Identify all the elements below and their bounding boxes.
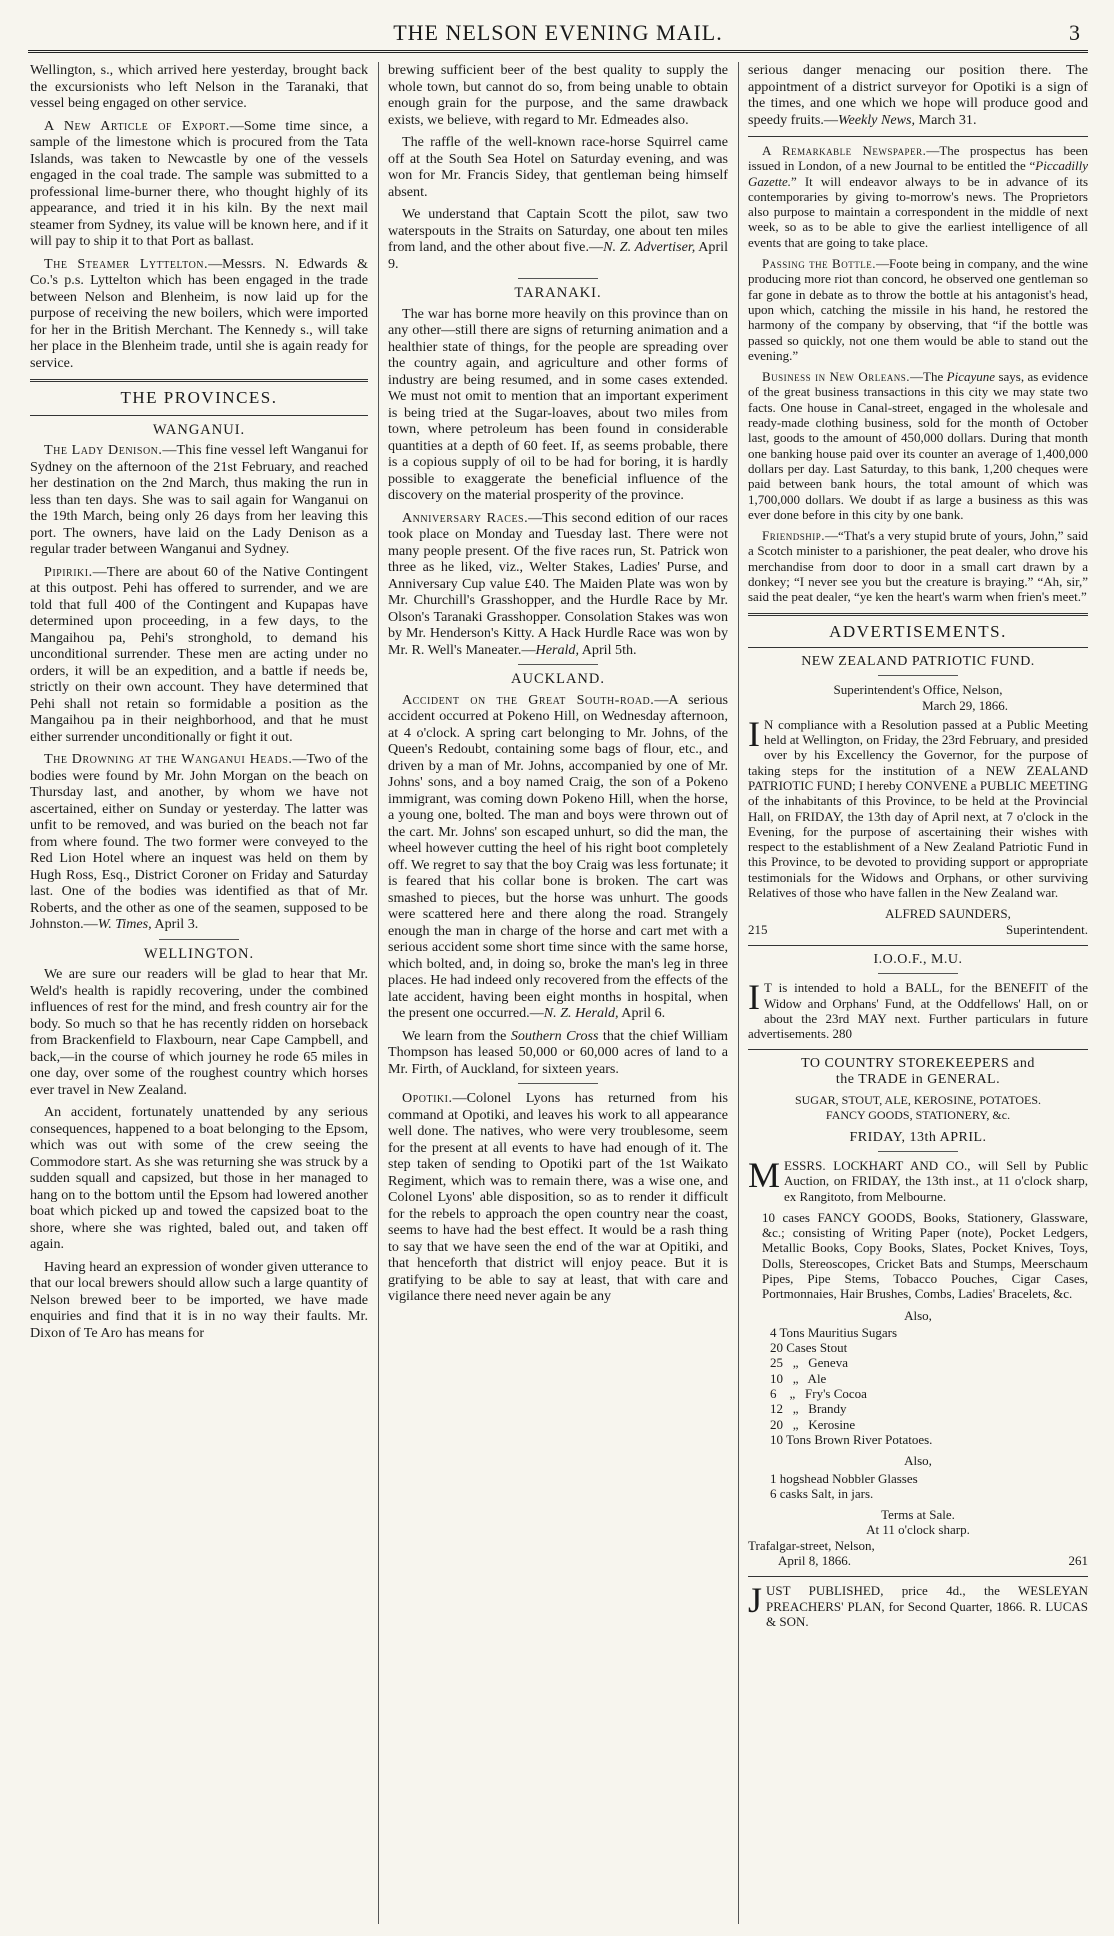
ad-address: Trafalgar-street, Nelson, bbox=[748, 1537, 875, 1553]
subsection-heading: TARANAKI. bbox=[514, 285, 602, 301]
article-text: —The prospectus has been issued in London, of a new Journal to be entitled the “ bbox=[748, 143, 1088, 174]
list-item: 6 „ Fry's Cocoa bbox=[770, 1386, 867, 1402]
article-lead: Business in New Orleans. bbox=[762, 369, 910, 385]
source-date: April 3. bbox=[151, 916, 199, 932]
column-1 bbox=[30, 62, 368, 1924]
drop-cap: I bbox=[748, 977, 760, 1018]
article-paragraph bbox=[748, 256, 1088, 363]
article-paragraph: The war has borne more heavily on this province than on any other—still there are signs of returning animation and a healthier state of things, for the people are spreading over the country again, and agriculture and other forms of industry are being resumed, and in some cases extended. We must not omit to mention that an important experiment is being tried at the Sugar-loaves, about two miles from town, where petroleum has been found in considerable quantities at a depth of 60 feet. If, as seems probable, there is a copious supply of oil to be had for boring, it is hardly possible to exaggerate the beneficial influence of the discovery on the material prosperity of the province. bbox=[388, 305, 728, 503]
article-text: that the chief William Thompson has leased 50,000 or 60,000 acres of land to a Mr. Firth, of Auckland, for sixteen years. bbox=[388, 1027, 728, 1077]
ad-office: Superintendent's Office, Nelson, bbox=[833, 682, 1003, 698]
ad-terms: Terms at Sale. bbox=[881, 1507, 955, 1523]
divider bbox=[878, 973, 958, 974]
article-paragraph bbox=[388, 510, 728, 659]
ad-goods: 10 cases FANCY GOODS, Books, Stationery, Glassware, &c.; consisting of Writing Paper (note), Pocket Ledgers, Metallic Books, Copy Books, Slates, Pocket Knives, Toys, Dolls, Stereoscopes, Cricket Bats and Stumps, Meerschaum Pipes, Pipe Stems, Tobacco Pouches, Cigar Cases, Portmonnaies, Hair Brushes, Combs, Ladies' Bracelets, &c. bbox=[762, 1209, 1088, 1302]
subsection-heading: WELLINGTON. bbox=[143, 945, 255, 962]
article-paragraph: Having heard an expression of wonder given utterance to that our local brewers should allow such a large quantity of Nelson brewed beer to be imported, we have made enquiries and find that it is in no way their faults. Mr. Dixon of Te Aro has means for bbox=[30, 1258, 368, 1341]
ad-body bbox=[748, 1154, 1088, 1204]
list-item: 10 Tons Brown River Potatoes. bbox=[770, 1431, 933, 1447]
article-text: —This fine vessel left Wanganui for Sydney on the afternoon of the 21st February, and reached her destination on the 2nd March, thus making the run in less than ten days. She was to sail again for Wanganui on the 19th March, being only 26 days from her leaving this port. The owners, have laid on the Lady Denison as a regular trader between Wanganui and Sydney. bbox=[30, 442, 368, 557]
column-divider bbox=[738, 62, 739, 1924]
subsection-heading: WANGANUI. bbox=[152, 421, 246, 438]
article-paragraph bbox=[30, 256, 368, 372]
article-text: —Colonel Lyons has returned from his command at Opotiki, and leaves his work to all appearance well done. The natives, who were very troublesome, seem for the present at all events to have had enough of it. The step taken of sending to Opotiki part of the 1st Waikato Regiment, which was to remain there, was a wise one, and Colonel Lyons' able disposition, so as to render it difficult for the rebels to approach the open country near the coast, seems to have had the best effect. It would be a rash thing to say that we have seen the end of the war at Opitiki, and that henceforth that district will enjoy peace. But it is gratifying to be able to say at least, that with care and vigilance there need never again be any bbox=[388, 1090, 728, 1304]
article-text: —“That's a very stupid brute of yours, John,” said a Scotch minister to a parishioner, the peat dealer, who drove his merchandise from door to door in a small cart drawn by a donkey; “I never see you but the creature is braying.” “Ah, sir,” said the peat dealer, “ye ken the heart's warm when frien's meet.” bbox=[748, 528, 1088, 605]
ad-title: I.O.O.F., M.U. bbox=[873, 951, 963, 967]
article-paragraph bbox=[388, 692, 728, 1022]
section-rule bbox=[30, 379, 368, 382]
section-rule bbox=[748, 613, 1088, 616]
article-text: —A serious accident occurred at Pokeno Hill, on Wednesday afternoon, at 4 o'clock. A spring cart belonging to Mr. Johns, of the Queen's Redoubt, containing some bags of flour, etc., and driven by a man of Mr. Johns, accompanied by one of Mr. Johns' sons, and a boy named Craig, the son of a Pokeno immigrant, was coming down Pokeno Hill, when the horse, a young one, bolted. The man and boys were thrown out of the cart. Mr. Johns' son escaped unhurt, so did the man, the wheel however cutting the heel of his right boot completely off. We regret to say that the boy Craig was less fortunate; it is feared that his collar bone is broken. The cart was smashed to pieces, but the horse was unhurt. The goods were scattered here and there along the road. Strangely enough the man in charge of the horse and cart met with a serious accident some short time since with the same horse, which bolted, and, in doing so, broke the man's leg in three places. He had indeed only recovered from the effects of the late accident, having been eight months in hospital, when the present one occurred.— bbox=[388, 691, 728, 1021]
ad-title: the TRADE in GENERAL. bbox=[835, 1071, 1001, 1087]
article-lead: The Lady Denison. bbox=[44, 442, 163, 458]
source-citation: Piccadilly Gazette. bbox=[748, 158, 1088, 189]
article-lead: A Remarkable Newspaper. bbox=[762, 143, 927, 158]
article-paragraph: We are sure our readers will be glad to hear that Mr. Weld's health is rapidly recovering, under the combined influences of rest for the mind, and fresh country air for the body. So much so that he has recently ridden on horseback from Brackenfield to Flaxbourn, near Cape Campbell, and back,—in the course of which journey he rode 65 miles in one day, over some of the roughest country which horses ever travel in New Zealand. bbox=[30, 966, 368, 1098]
source-citation: N. Z. Advertiser, bbox=[603, 239, 696, 255]
article-text: —The bbox=[910, 369, 947, 385]
article-text: —Messrs. N. Edwards & Co.'s p.s. Lyttelton which has been engaged in the trade between Nelson and Blenheim, is now laid up for the purpose of receiving the new boilers, which were imported for her in the British Merchant. The Kennedy s., will take her place in the Blenheim trade, until she is again ready for service. bbox=[30, 255, 368, 371]
masthead bbox=[28, 10, 1088, 53]
source-citation: Picayune bbox=[946, 369, 996, 385]
source-date: April 5th. bbox=[579, 641, 637, 658]
article-lead: Opotiki. bbox=[402, 1090, 453, 1106]
article-text: We understand that Captain Scott the pilot, saw two waterspouts in the Straits on Saturday, one about ten miles from land, and the other about five.— bbox=[388, 206, 728, 255]
article-lead: Passing the Bottle. bbox=[762, 256, 876, 272]
ad-date: March 29, 1866. bbox=[922, 697, 1008, 713]
ad-role: Superintendent. bbox=[1006, 921, 1088, 937]
newspaper-title: THE NELSON EVENING MAIL. bbox=[393, 20, 723, 45]
goods-list bbox=[770, 1471, 1088, 1502]
article-lead: Pipiriki. bbox=[44, 563, 93, 580]
article-text: ” It will endeavor always to be in advance of its contemporaries by giving to-morrow's news. The Proprietors also purpose to maintain a correspondent in the middle of next week, so as to be able to give the earliest intelligence of all events that are going to take place. bbox=[748, 173, 1088, 250]
drop-cap: I bbox=[748, 713, 760, 754]
article-paragraph bbox=[30, 118, 368, 250]
article-text: —This second edition of our races took place on Monday and Tuesday last. There were not many people present. Of the five races run, St. Patrick won three as he liked, viz., Welter Stakes, Ladies' Purse, and Anniversary Cup value £40. The Maiden Plate was won by Mr. Churchill's Grasshopper, and the Hurdle Race by Mr. Olson's Taranaki Grasshopper. Consolation Stakes was won by Mr. Henderson's Kitty. A Hack Hurdle Race was won by Mr. R. Well's Maneater.— bbox=[388, 509, 728, 658]
article-text: serious danger menacing our position there. The appointment of a district surveyor for Opotiki is a sign of the times, and one which we hope will produce good and speedy fruits.— bbox=[748, 62, 1088, 128]
ad-title: NEW ZEALAND PATRIOTIC FUND. bbox=[801, 653, 1035, 669]
source-citation: N. Z. Herald, bbox=[543, 1005, 619, 1021]
article-paragraph bbox=[30, 442, 368, 558]
article-paragraph: An accident, fortunately unattended by any serious consequences, happened to a boat belonging to the Epsom, which was out with some of the crew seeing the Commodore start. As she was returning she was struck by a sudden squall and capsized, but those in her managed to hang on to the bottom until the Epsom had lowered another boat which picked up and towed the capsized boat to the shore, where she was righted, baled out, and taken off again. bbox=[30, 1104, 368, 1252]
ad-text: N compliance with a Resolution passed at a Public Meeting held at Wellington, on Friday, the 23rd February, and presided over by his Excellency the Governor, for the purpose of taking steps for the institution of a NEW ZEALAND PATRIOTIC FUND; I hereby CONVENE a PUBLIC MEETING of the inhabitants of this Province, to be held at the Provincial Hall, on FRIDAY, the 13th day of April next, at 7 o'clock in the Evening, for the purpose of ascertaining their wishes with respect to the establishment of a New Zealand Patriotic Fund in this Province, to be devoted to providing support or appropriate testimonials for the Widows and Orphans, or other surviving Relatives of those who have fallen in the New Zealand war. bbox=[748, 716, 1088, 901]
divider bbox=[878, 675, 958, 676]
divider bbox=[159, 939, 239, 940]
ad-footer bbox=[748, 1553, 1088, 1568]
ad-also: Also, bbox=[904, 1453, 932, 1469]
ad-number: 215 bbox=[748, 921, 768, 937]
article-paragraph: brewing sufficient beer of the best quality to supply the whole town, but cannot do so, from being unable to obtain enough grain for the purpose, and the same drawback exists, we believe, with regard to Mr. Edmeades also. bbox=[388, 62, 728, 128]
advertisement-ioof-ball bbox=[748, 952, 1088, 1041]
ad-also: Also, bbox=[904, 1307, 932, 1323]
article-paragraph bbox=[388, 1090, 728, 1305]
divider bbox=[518, 278, 598, 279]
page-number: 3 bbox=[1069, 20, 1080, 45]
section-heading: THE PROVINCES. bbox=[120, 388, 278, 407]
ad-text: ESSRS. LOCKHART AND CO., will Sell by Public Auction, on FRIDAY, the 13th inst., at 11 o'clock sharp, ex Rangitoto, from Melbourne. bbox=[784, 1157, 1088, 1204]
section-rule bbox=[748, 1049, 1088, 1050]
article-paragraph bbox=[748, 369, 1088, 522]
advertisement-wesleyan-plan bbox=[748, 1580, 1088, 1629]
column-divider bbox=[378, 62, 379, 1924]
ad-body bbox=[748, 713, 1088, 901]
ad-date: April 8, 1866. bbox=[778, 1553, 851, 1569]
list-item: 4 Tons Mauritius Sugars bbox=[770, 1324, 898, 1340]
article-text: says, as evidence of the great business transactions in this city we may state two facts. One house in Canal-street, engaged in the wholesale and ready-made clothing business, sold for the month of October last, goods to the amount of 450,000 dollars. During that month one banking house paid over its counter an average of 1,400,000 dollars per day. Last Saturday, to this bank, 1,200 cheques were paid between bank hours, the total amount of which was 1,700,000 dollars. We doubt if as large a business as this was ever done before in this city by one bank. bbox=[748, 369, 1088, 522]
section-heading: ADVERTISEMENTS. bbox=[829, 621, 1007, 641]
article-paragraph bbox=[30, 564, 368, 746]
list-item: 20 „ Kerosine bbox=[770, 1416, 856, 1432]
article-paragraph bbox=[748, 62, 1088, 128]
article-paragraph bbox=[748, 528, 1088, 604]
ad-text: UST PUBLISHED, price 4d., the WESLEYAN PREACHERS' PLAN, for Second Quarter, 1866. R. LUCAS & SON. bbox=[766, 1583, 1088, 1629]
ad-number: 261 bbox=[1068, 1553, 1088, 1569]
list-item: 6 casks Salt, in jars. bbox=[770, 1485, 874, 1501]
source-date: April 6. bbox=[618, 1005, 666, 1021]
article-paragraph bbox=[388, 1028, 728, 1078]
list-item: 10 „ Ale bbox=[770, 1370, 827, 1386]
article-lead: The Steamer Lyttelton. bbox=[44, 255, 209, 272]
subsection-heading: AUCKLAND. bbox=[511, 671, 605, 687]
section-rule bbox=[30, 415, 368, 416]
goods-list bbox=[770, 1325, 1088, 1447]
ad-text: T is intended to hold a BALL, for the BENEFIT of the Widow and Orphans' Fund, at the Oddfellows' Hall, on or about the 23rd MAY next. Further particulars in future advertisements. bbox=[748, 980, 1088, 1042]
list-item: 1 hogshead Nobbler Glasses bbox=[770, 1470, 918, 1486]
source-citation: Southern Cross bbox=[510, 1027, 599, 1044]
divider bbox=[518, 1083, 598, 1084]
article-paragraph bbox=[388, 206, 728, 272]
article-text: We learn from the bbox=[402, 1027, 511, 1044]
ad-footer bbox=[748, 922, 1088, 937]
article-paragraph bbox=[748, 143, 1088, 250]
article-lead: Accident on the Great South-road. bbox=[402, 691, 655, 708]
article-paragraph bbox=[30, 751, 368, 933]
drop-cap: J bbox=[748, 1580, 763, 1621]
ad-date-heading: FRIDAY, 13th APRIL. bbox=[849, 1129, 987, 1145]
ad-body bbox=[748, 977, 1088, 1042]
column-2 bbox=[388, 62, 728, 1924]
drop-cap: M bbox=[748, 1154, 781, 1195]
article-text: —Some time since, a sample of the limestone which is procured from the Tata Islands, was taken to Newcastle by one of the vessels engaged in the coal trade. The sample was submitted to a professional lime-burner there, who thought highly of its appearance, and tried it in his kiln. By the next mail steamer from Sydney, its value will be known here, and if it will pay to ship it to that Port as ballast. bbox=[30, 117, 368, 249]
source-date: April 9. bbox=[388, 239, 728, 272]
source-citation: Herald, bbox=[535, 641, 579, 658]
article-lead: The Drowning at the Wanganui Heads. bbox=[44, 751, 293, 767]
ad-subtitle: SUGAR, STOUT, ALE, KEROSINE, POTATOES. bbox=[794, 1093, 1042, 1108]
list-item: 12 „ Brandy bbox=[770, 1401, 847, 1417]
article-text: —Two of the bodies were found by Mr. John Morgan on the beach on Thursday last, and another, by whom we have not ascertained, either on Sunday or yesterday. The latter was unfit to be removed, and was buried on the beach not far from where found. The two former were conveyed to the Red Lion Hotel where an inquest was held on them by Hugh Ross, Esq., District Coroner on Friday and Saturday last. One of the bodies was identified as that of Mr. Roberts, and the other as one of the seamen, supposed to be Johnston.— bbox=[30, 751, 368, 932]
section-rule bbox=[748, 136, 1088, 137]
ad-title: TO COUNTRY STOREKEEPERS and bbox=[801, 1056, 1035, 1072]
source-date: March 31. bbox=[915, 111, 977, 128]
ad-time: At 11 o'clock sharp. bbox=[866, 1522, 970, 1538]
section-rule bbox=[748, 1576, 1088, 1577]
article-lead: Anniversary Races. bbox=[402, 509, 529, 526]
divider bbox=[878, 1151, 958, 1152]
source-citation: Weekly News, bbox=[838, 111, 916, 128]
article-text: —Foote being in company, and the wine producing more riot than concord, he observed one gentleman so far gone in debate as to throw the bottle at his antagonist's head, upon which, catching the missile in his hand, he restored the harmony of the company by observing, that “if the bottle was passed so quickly, not one them would be able to stand out the evening.” bbox=[748, 256, 1088, 363]
column-3 bbox=[748, 62, 1088, 1924]
ad-subtitle: FANCY GOODS, STATIONERY, &c. bbox=[825, 1108, 1011, 1123]
list-item: 25 „ Geneva bbox=[770, 1355, 848, 1371]
ad-number: 280 bbox=[832, 1026, 852, 1042]
advertisement-auction bbox=[748, 1056, 1088, 1568]
advertisement-patriotic-fund bbox=[748, 654, 1088, 937]
article-lead: A New Article of Export. bbox=[44, 117, 230, 134]
divider bbox=[518, 664, 598, 665]
article-paragraph: Wellington, s., which arrived here yesterday, brought back the excursionists who left Nelson in the Taranaki, that vessel being engaged on other service. bbox=[30, 62, 368, 111]
list-item: 20 Cases Stout bbox=[770, 1340, 848, 1356]
source-citation: W. Times, bbox=[97, 916, 152, 932]
section-rule bbox=[748, 945, 1088, 946]
article-lead: Friendship. bbox=[762, 528, 825, 544]
article-paragraph: The raffle of the well-known race-horse Squirrel came off at the South Sea Hotel on Saturday evening, and was won for Mr. Francis Sidey, that gentleman being himself absent. bbox=[388, 134, 728, 200]
section-rule bbox=[748, 647, 1088, 648]
ad-signer: ALFRED SAUNDERS, bbox=[885, 906, 1011, 922]
article-text: —There are about 60 of the Native Contingent at this outpost. Pehi has offered to surrender, and we are told that full 400 of the Contingent and Kupapas have determined upon proceeding, in a few days, to the Mangaihou pa, Pehi's stronghold, to demand his unconditional surrender. These men are acting under no orders, it will be an expedition, and a battle if needs be, strictly on their own account. They have determined that Pehi shall not retain so formidable a position as the Mangaihou pa in their neighborhood, and that he must either surrender unconditionally or fight it out. bbox=[30, 563, 368, 745]
